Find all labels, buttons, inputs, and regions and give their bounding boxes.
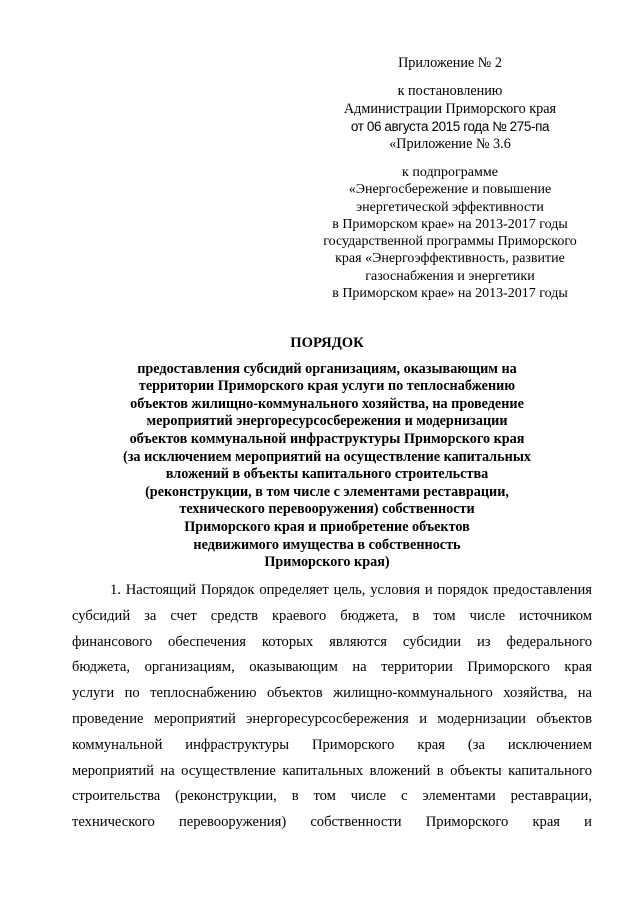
title-line: (реконструкции, в том числе с элементами реставрации, [145, 483, 509, 500]
title-line: объектов коммунальной инфраструктуры Приморского края [129, 430, 525, 447]
title-line: Приморского края) [264, 554, 390, 571]
appendix-3-6: «Приложение № 3.6 [389, 136, 511, 153]
title-line: (за исключением мероприятий на осуществление капитальных [123, 448, 531, 465]
title-line: технического перевооружения) собственности [179, 501, 475, 518]
administration-name: Администрации Приморского края [343, 100, 557, 117]
paragraph-line: мероприятий на осуществление капитальных вложений в объекты капитального [72, 762, 592, 779]
paragraph-line: строительства (реконструкции, в том числе с элементами реставрации, [72, 788, 592, 805]
appendix-number: Приложение № 2 [398, 55, 502, 71]
paragraph-line: технического перевооружения) собственности Приморского края и [72, 814, 592, 831]
appendix-header [300, 55, 600, 302]
subprogram-line: в Приморском крае» на 2013-2017 годы [332, 286, 568, 302]
resolution-reference: к постановлению [397, 82, 503, 99]
paragraph-line: коммунальной инфраструктуры Приморского края (за исключением [72, 736, 592, 753]
subprogram-line: в Приморском крае» на 2013-2017 годы [332, 216, 568, 232]
title-line: вложений в объекты капитального строительства [165, 466, 489, 483]
paragraph-1 [72, 578, 592, 836]
paragraph-line: услуги по теплоснабжению объектов жилищно-коммунального хозяйства, на [72, 685, 592, 702]
subprogram-line: газоснабжения и энергетики [365, 268, 535, 284]
resolution-date-number: от 06 августа 2015 года № 275-па [350, 119, 550, 135]
subprogram-line: государственной программы Приморского [323, 234, 577, 250]
paragraph-line: бюджета, организациям, оказывающим на территории Приморского края [72, 659, 592, 676]
subprogram-line: к подпрограмме [402, 164, 498, 180]
title-line: объектов жилищно-коммунального хозяйства, на проведение [130, 395, 524, 412]
title-line: предоставления субсидий организациям, оказывающим на [137, 360, 517, 377]
subprogram-line: края «Энергоэффективность, развитие [335, 251, 565, 267]
title-main: ПОРЯДОК [290, 335, 364, 351]
subprogram-line: «Энергосбережение и повышение [348, 182, 552, 198]
subprogram-line: энергетической эффективности [356, 199, 544, 215]
paragraph-line: финансового обеспечения которых являются субсидии из федерального [72, 633, 592, 650]
title-line: недвижимого имущества в собственность [193, 536, 461, 553]
paragraph-line: проведение мероприятий энергоресурсосбережения и модернизации объектов [72, 710, 592, 727]
title-line: мероприятий энергоресурсосбережения и модернизации [146, 413, 508, 430]
paragraph-line: 1. Настоящий Порядок определяет цель, условия и порядок предоставления [110, 582, 592, 598]
title-line: Приморского края и приобретение объектов [184, 518, 470, 535]
title-line: территории Приморского края услуги по теплоснабжению [138, 378, 516, 395]
document-title [60, 335, 594, 572]
paragraph-line: субсидий за счет средств краевого бюджета, в том числе источником [72, 607, 592, 624]
